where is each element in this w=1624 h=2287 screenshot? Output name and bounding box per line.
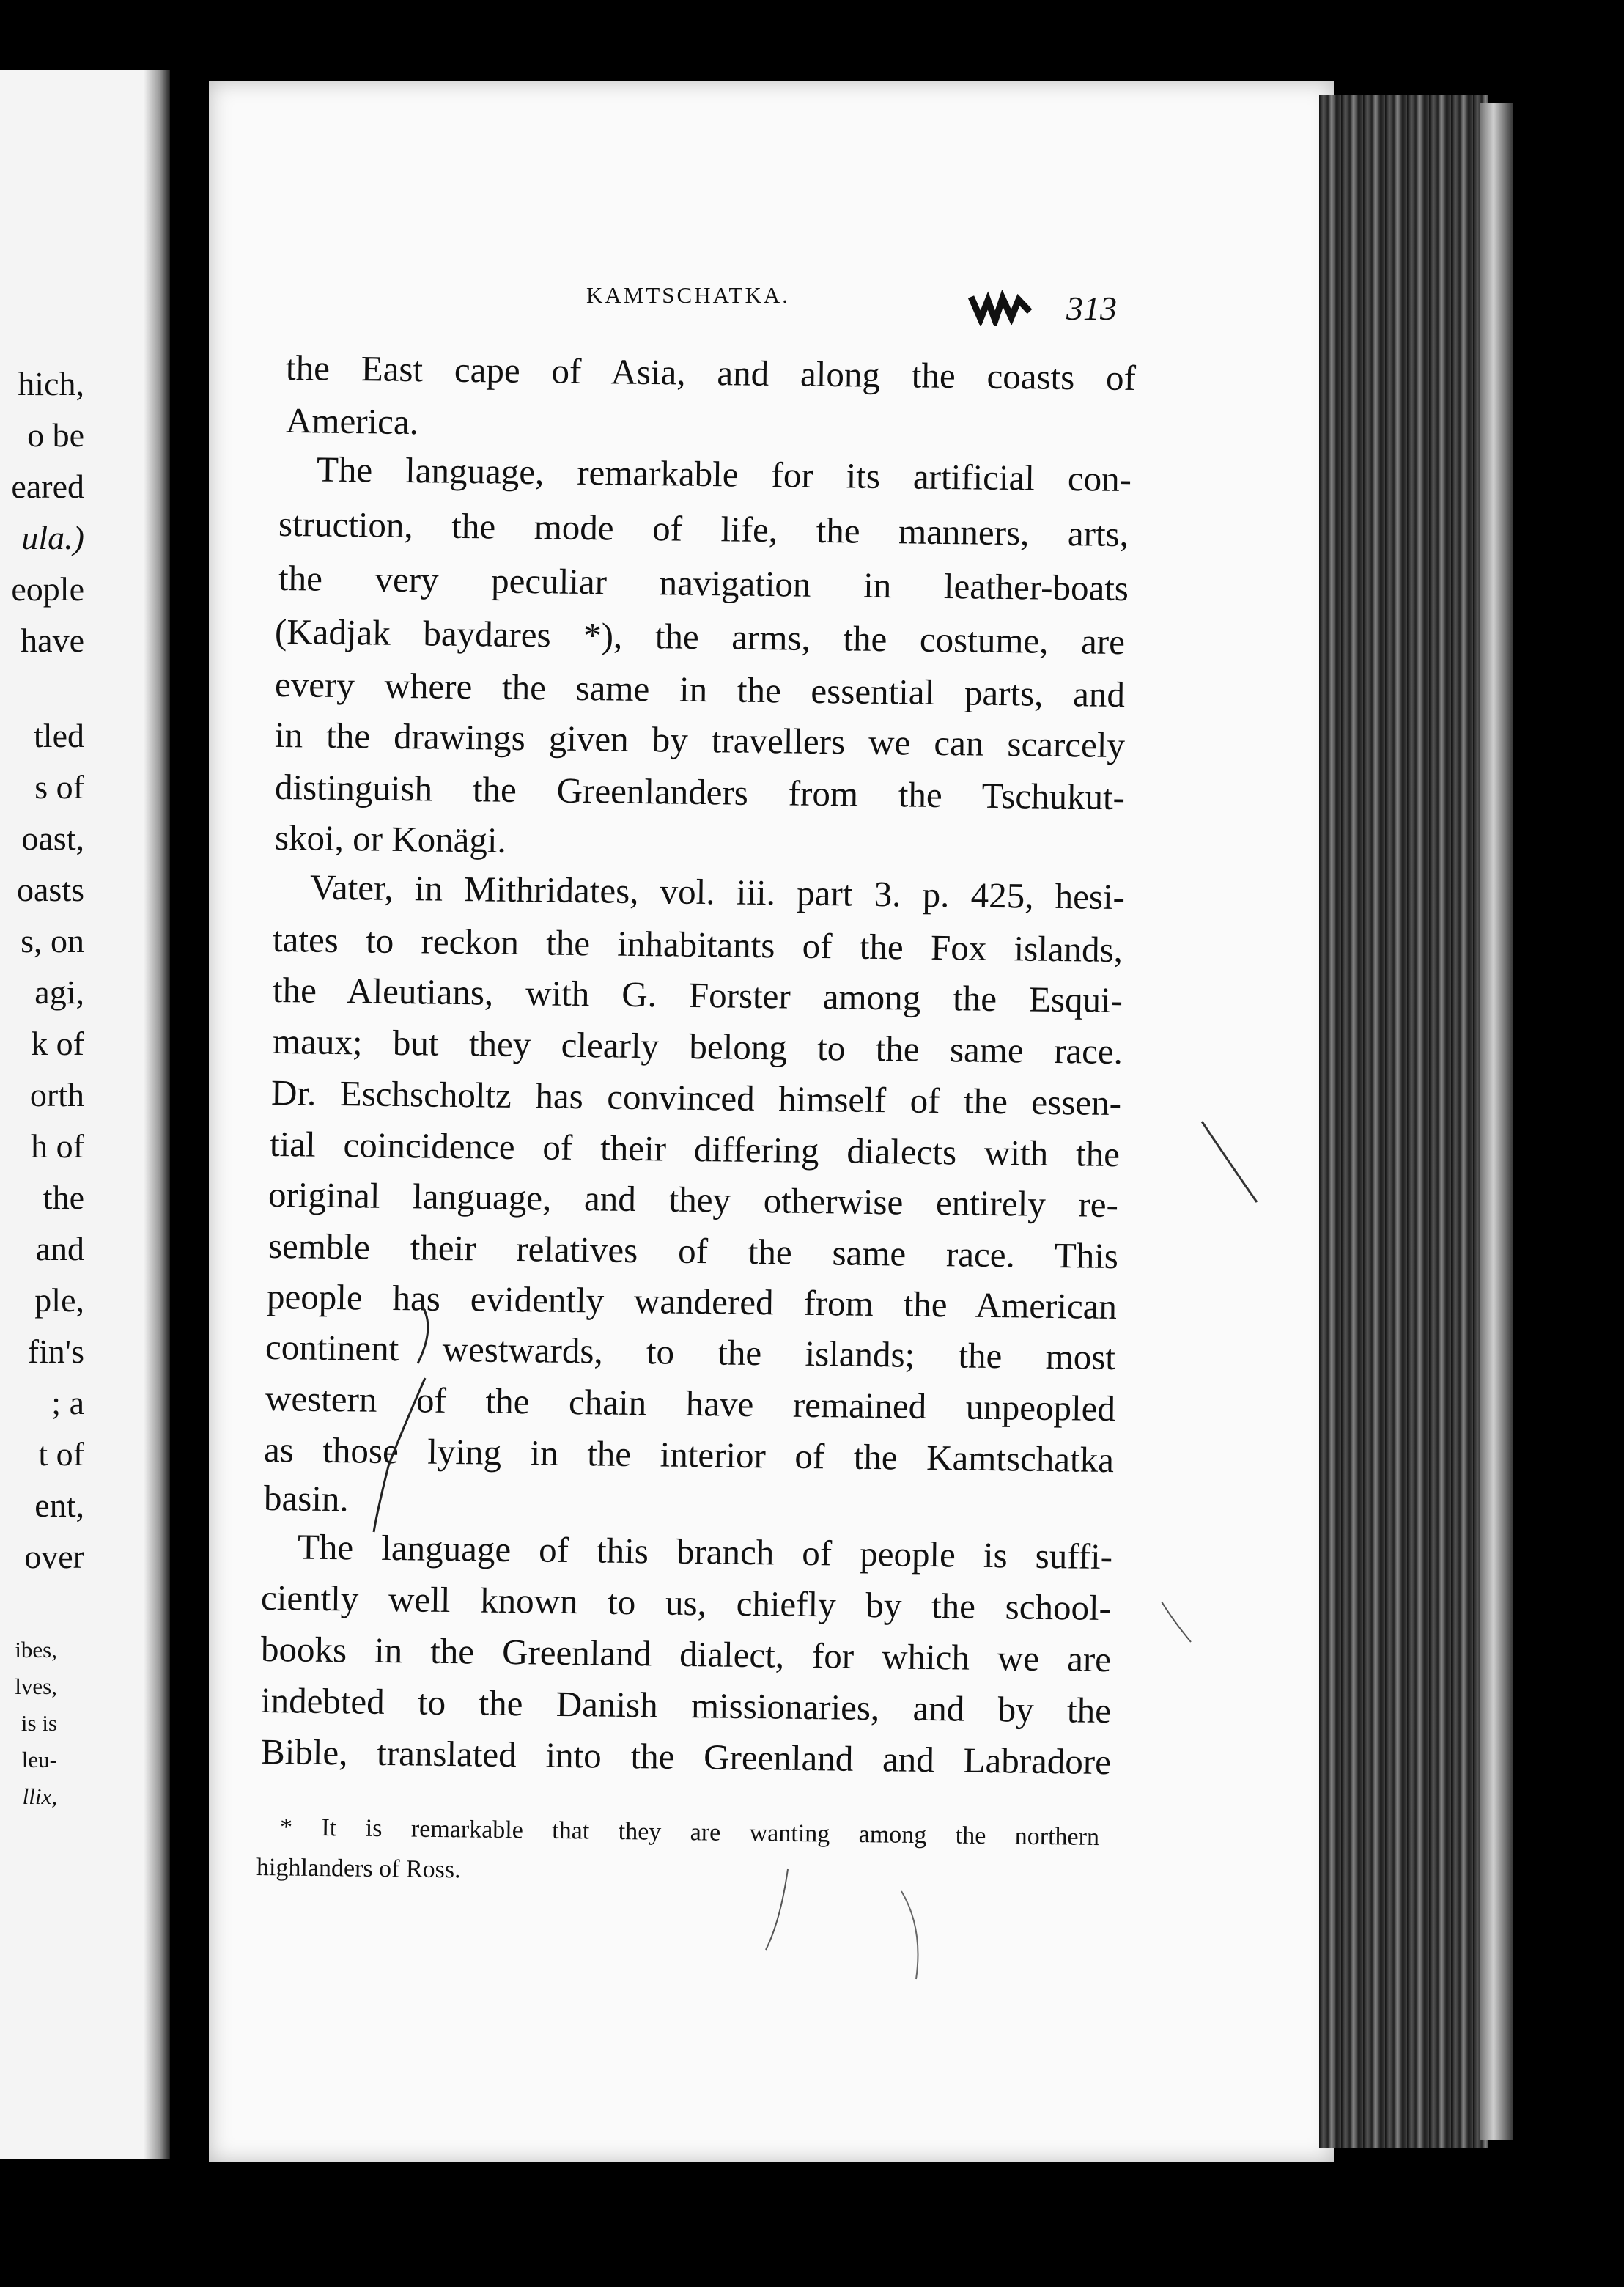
book-spine-gap [170, 0, 213, 2287]
body-text-line: western of the chain have remained unpeopled [265, 1377, 1116, 1429]
page-fore-edge-outer [1480, 103, 1513, 2140]
left-page-line: oast, [21, 820, 84, 857]
body-text-line: Dr. Eschscholtz has convinced himself of the essen- [270, 1072, 1122, 1124]
left-page-line: h of [31, 1127, 84, 1165]
left-page-line: fin's [27, 1333, 84, 1370]
left-page-line: t of [38, 1435, 84, 1473]
left-page-footnote-line: is is [21, 1710, 57, 1736]
left-page-line: s, on [21, 922, 84, 960]
body-text-line: original language, and they otherwise entirely re- [267, 1174, 1119, 1226]
left-page-line: orth [29, 1076, 84, 1113]
body-text-line: struction, the mode of life, the manners, arts, [278, 503, 1129, 555]
body-text-line: basin. [263, 1477, 350, 1520]
left-page-line: over [24, 1538, 84, 1575]
body-text-line: (Kadjak baydares *), the arms, the costume, are [274, 611, 1126, 663]
body-text-line: the very peculiar navigation in leather-boats [278, 557, 1129, 609]
body-text-line: indebted to the Danish missionaries, and by the [260, 1679, 1112, 1731]
body-text-line: the East cape of Asia, and along the coasts of [285, 347, 1137, 399]
left-page-line: ula.) [21, 519, 84, 556]
left-page-line: have [21, 622, 84, 659]
left-page-line: tled [34, 717, 84, 754]
left-page-line: ent, [34, 1487, 84, 1524]
left-page-line: oasts [17, 871, 84, 908]
body-text-line: Bible, translated into the Greenland and Labradore [260, 1731, 1112, 1783]
body-text-line: maux; but they clearly belong to the same race. [272, 1020, 1123, 1072]
left-page-line: eople [11, 570, 84, 608]
left-page-line: eared [11, 468, 84, 505]
body-text-line: The language, remarkable for its artificial con- [316, 449, 1132, 500]
left-page-line: k of [31, 1025, 84, 1062]
body-text-line: every where the same in the essential parts, and [274, 663, 1126, 715]
body-text-line: Vater, in Mithridates, vol. iii. part 3. p. 425, hesi- [309, 866, 1126, 918]
left-page-line: ple, [34, 1281, 84, 1319]
left-page-line: agi, [34, 973, 84, 1011]
page-fore-edge [1319, 95, 1488, 2148]
left-page-line: the [43, 1179, 84, 1216]
body-text-line: tates to reckon the inhabitants of the Fox islands, [272, 918, 1123, 971]
left-page-line: hich, [18, 365, 84, 402]
body-text-line: people has evidently wandered from the American [266, 1275, 1118, 1327]
body-text-line: semble their relatives of the same race. This [267, 1225, 1119, 1277]
left-page-footnote-line: ibes, [15, 1637, 57, 1662]
left-page-footnote-line: lves, [15, 1673, 57, 1699]
footnote-line: highlanders of Ross. [256, 1853, 461, 1884]
left-page-line: s of [34, 768, 84, 806]
left-page-footnote-line: leu- [21, 1747, 57, 1772]
left-page-line: and [35, 1230, 84, 1267]
footnote-line: * It is remarkable that they are wanting among the northern [279, 1813, 1100, 1852]
body-text-line: skoi, or Konägi. [274, 817, 507, 861]
body-text-line: books in the Greenland dialect, for which we are [260, 1628, 1112, 1680]
body-text-line: as those lying in the interior of the Kamtschatka [263, 1429, 1115, 1481]
body-text-line: ciently well known to us, chiefly by the school- [260, 1577, 1112, 1629]
body-text-line: tial coincidence of their differing dialects with the [269, 1123, 1121, 1175]
left-page-footnote-line: llix, [22, 1783, 57, 1809]
body-text-line: in the drawings given by travellers we can scarcely [274, 714, 1126, 766]
left-page-gutter-shadow [144, 70, 170, 2159]
left-page-line: o be [27, 416, 84, 454]
body-text-line: distinguish the Greenlanders from the Tschukut- [274, 766, 1126, 818]
page-number: 313 [1066, 290, 1117, 327]
left-page-line: ; a [51, 1384, 84, 1421]
ink-blot-mark [967, 290, 1033, 326]
running-head: KAMTSCHATKA. [586, 282, 790, 308]
body-text-line: continent westwards, to the islands; the most [265, 1326, 1116, 1378]
body-text-line: the Aleutians, with G. Forster among the Esqui- [272, 969, 1123, 1021]
body-text-line: America. [285, 399, 419, 443]
body-text-line: The language of this branch of people is suffi- [297, 1526, 1113, 1577]
